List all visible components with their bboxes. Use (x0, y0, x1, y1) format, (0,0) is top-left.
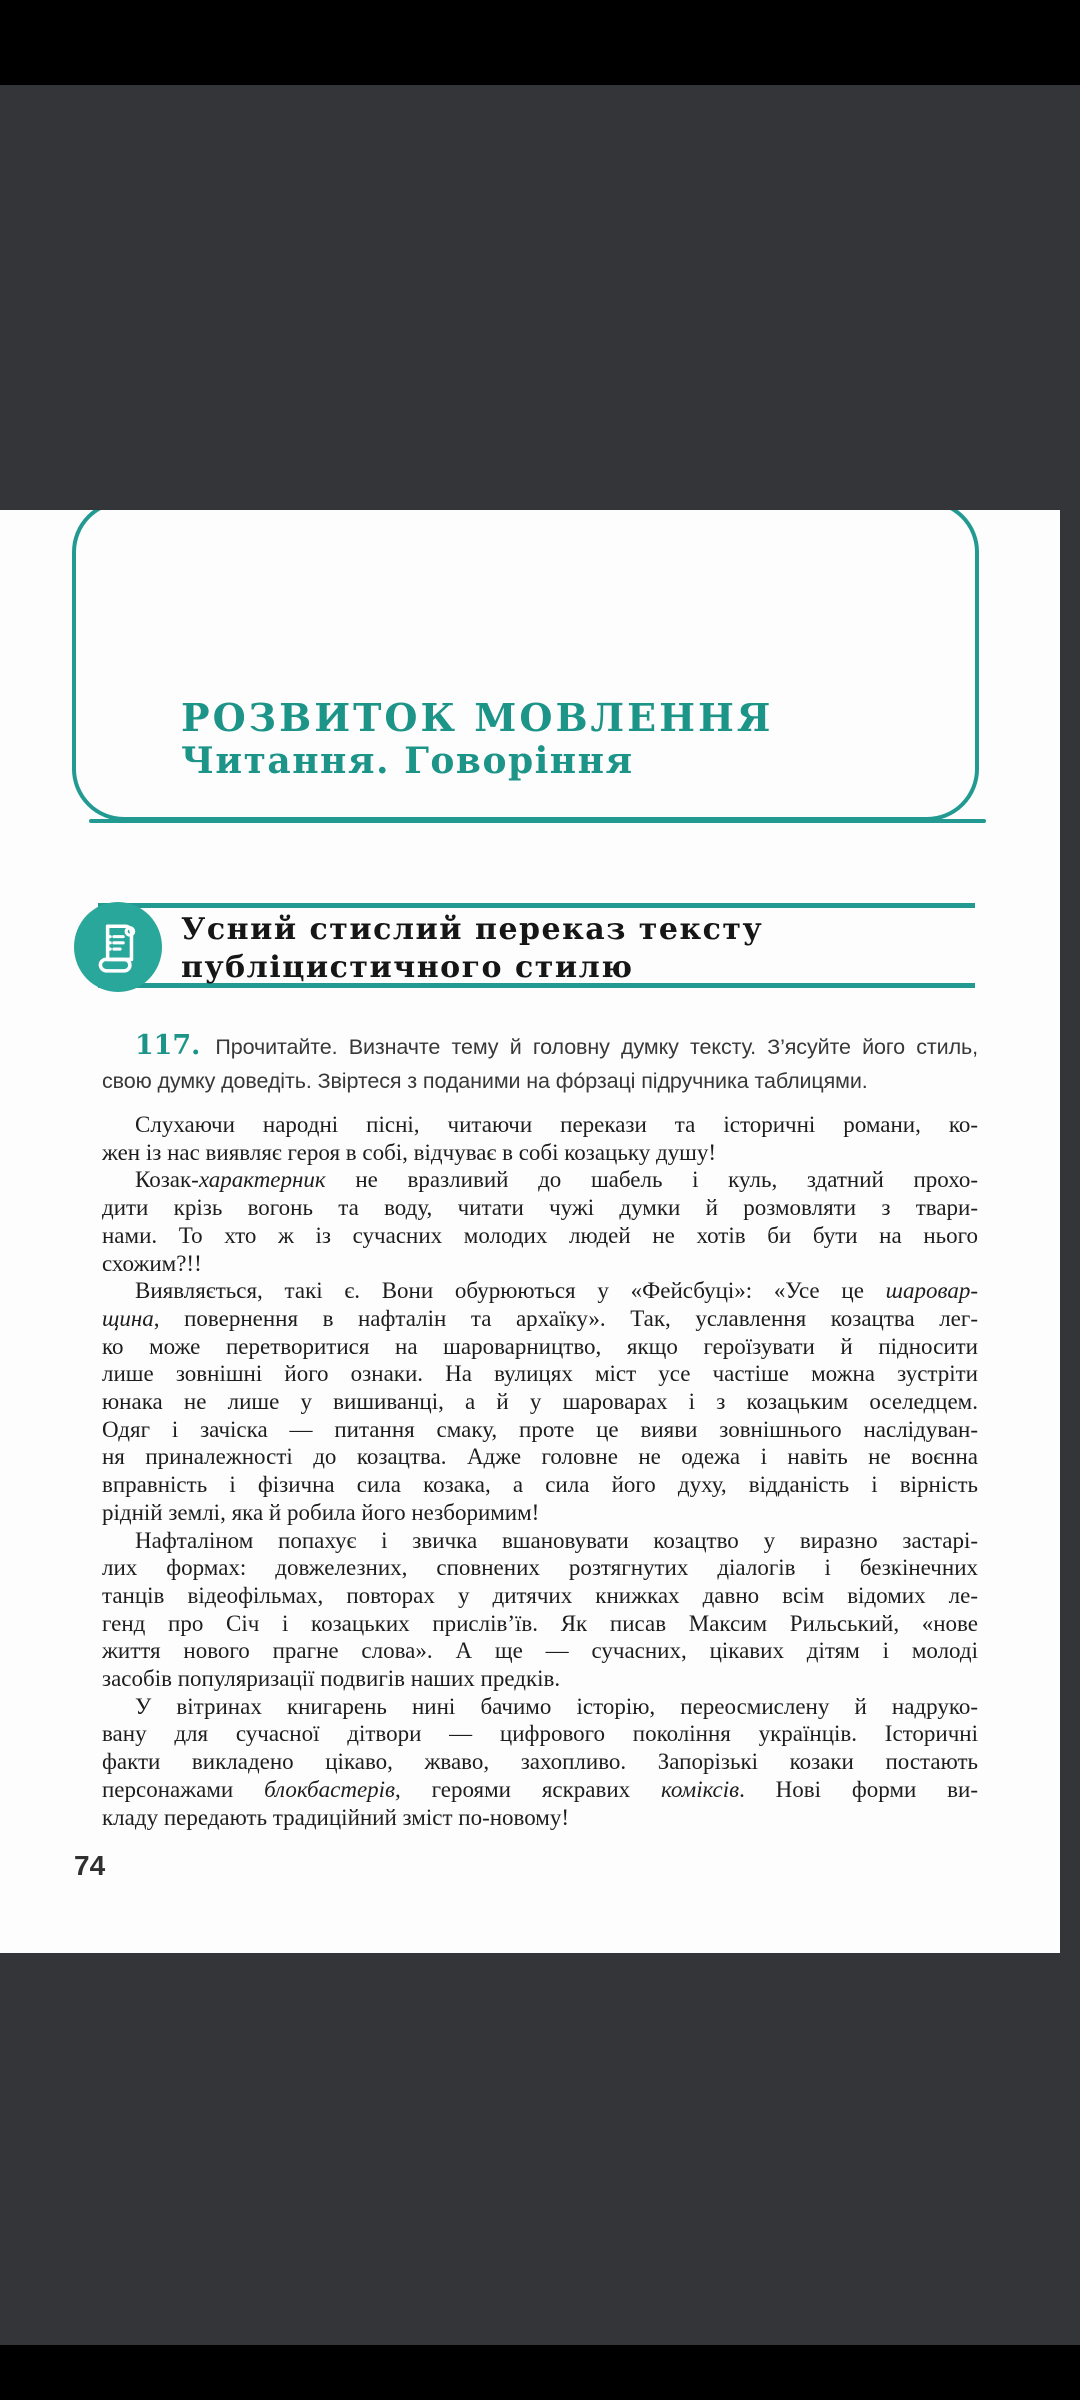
text-line: У вітринах книгарень нині бачимо історію, переосмислену й надруко- (135, 1693, 978, 1719)
text-line: свою думку доведіть. Звіртеся з поданими на фо́рзаці підручника таблицями. (102, 1069, 868, 1093)
text-line: Одяг і зачіска — питання смаку, проте це вияви зовнішнього наслідуван- (102, 1416, 978, 1442)
text-line: Слухаючи народні пісні, читаючи перекази та історичні романи, ко- (135, 1112, 978, 1137)
text-line: Козак-характерник не вразливий до шабель і куль, здатний прохо- (135, 1167, 978, 1193)
lesson-rule-top (98, 903, 975, 908)
body-text (102, 1111, 978, 1831)
section-subtitle: Читання. Говоріння (181, 740, 634, 782)
section-title: РОЗВИТОК МОВЛЕННЯ (181, 695, 774, 740)
exercise-instruction (102, 1030, 978, 1098)
paragraph (102, 1693, 978, 1832)
text-line: танців відеофільмах, повторах у дитячих книжках давно всім відомих ле- (102, 1582, 978, 1608)
textbook-page (0, 510, 1060, 1953)
paragraph (102, 1277, 978, 1526)
text-line: персонажами блокбастерів, героями яскравих коміксів. Нові форми ви- (102, 1776, 978, 1802)
text-line: ня приналежності до козацтва. Адже головне не одежа і навіть не воєнна (102, 1444, 978, 1470)
text-line: нами. То хто ж із сучасних молодих людей не хотів би бути на нього (102, 1222, 978, 1248)
text-line: кладу передають традиційний зміст по-новому! (102, 1804, 570, 1830)
exercise-number: 117. (135, 1030, 201, 1061)
text-line: лише зовнішні його ознаки. На вулицях міст усе частіше можна зустріти (102, 1361, 978, 1387)
text-line: вану для сучасної дітвори — цифрового покоління українців. Історичні (102, 1721, 978, 1747)
text-line: ко може перетворитися на шароварництво, якщо героїзувати й підносити (102, 1333, 978, 1359)
lesson-title (181, 911, 763, 987)
top-black-band (0, 0, 1080, 85)
scroll-icon (92, 919, 144, 975)
section-banner (181, 696, 773, 782)
text-line: життя нового прагне слова». А ще — сучасних, цікавих дітям і молоді (102, 1638, 978, 1664)
text-line: 117. Прочитайте. Визначте тему й головну думку тексту. З’ясуйте його стиль, (135, 1030, 978, 1061)
text-line: засобів популяризації подвигів наших предків. (102, 1666, 561, 1692)
paragraph (102, 1527, 978, 1693)
text-line: Виявляється, такі є. Вони обурюються у «Фейсбуці»: «Усе це шаровар- (135, 1278, 978, 1304)
text-line: жен із нас виявляє героя в собі, відчуває в собі козацьку душу! (102, 1139, 717, 1165)
text-line: вправність і фізична сила козака, а сила його духу, відданість і вірність (102, 1472, 978, 1498)
text-line: факти викладено цікаво, жваво, захопливо. Запорізькі козаки постають (102, 1749, 978, 1775)
lesson-title-line1: Усний стислий переказ тексту (181, 912, 764, 947)
text-line: рідній землі, яка й робила його незборимим! (102, 1499, 540, 1525)
paragraph (102, 1166, 978, 1277)
text-line: Нафталіном попахує і звичка вшановувати козацтво у виразно застарі- (135, 1527, 978, 1553)
text-line: генд про Січ і козацьких прислів’їв. Як писав Максим Рильський, «нове (102, 1610, 978, 1636)
bottom-black-band (0, 2345, 1080, 2400)
text-line: юнака не лише у вишиванці, а й у шароварах і з козацьким оселедцем. (102, 1389, 978, 1415)
text-line: щина, повернення в нафталін та архаїку». Так, уславлення козацтва лег- (102, 1305, 978, 1331)
text-line: схожим?!! (102, 1250, 202, 1276)
text-line: лих формах: довжелезних, сповнених розтягнутих діалогів і безкінечних (102, 1555, 978, 1581)
paragraph (102, 1111, 978, 1166)
lesson-icon-badge (74, 902, 162, 992)
text-line: дити крізь вогонь та воду, читати чужі думки й розмовляти з твари- (102, 1195, 978, 1221)
lesson-title-line2: публіцистичного стилю (181, 950, 634, 985)
page-number: 74 (74, 1850, 106, 1881)
banner-underline (89, 819, 986, 823)
